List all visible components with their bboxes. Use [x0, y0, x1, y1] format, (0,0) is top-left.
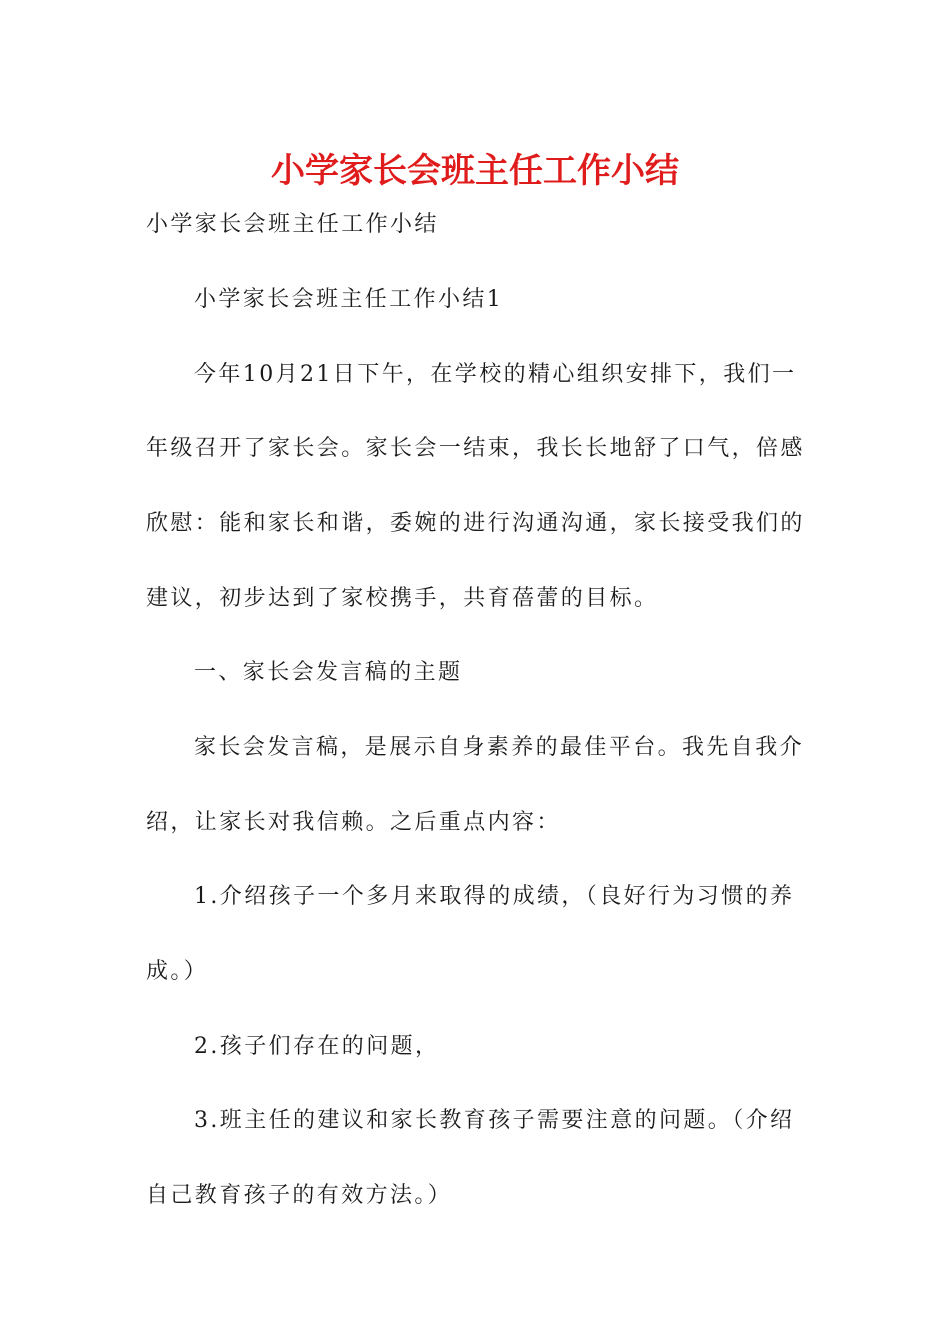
- list-item-3-line1: 3.班主任的建议和家长教育孩子需要注意的问题。（介绍: [194, 1108, 795, 1133]
- heading-topic: 一、家长会发言稿的主题: [194, 660, 463, 685]
- section-heading: 小学家长会班主任工作小结1: [194, 287, 504, 312]
- document-subtitle: 小学家长会班主任工作小结: [146, 212, 439, 237]
- list-item-1-line1: 1.介绍孩子一个多月来取得的成绩，（良好行为习惯的养: [194, 884, 795, 909]
- list-item-1-line2: 成。）: [146, 959, 209, 984]
- paragraph1-line4: 建议，初步达到了家校携手，共育蓓蕾的目标。: [146, 586, 659, 611]
- paragraph1-line3: 欣慰：能和家长和谐，委婉的进行沟通沟通，家长接受我们的: [146, 511, 805, 536]
- paragraph1-line1: 今年10月21日下午，在学校的精心组织安排下，我们一: [194, 362, 797, 387]
- list-item-2: 2.孩子们存在的问题，: [194, 1034, 440, 1059]
- document-title: 小学家长会班主任工作小结: [271, 151, 679, 191]
- paragraph2-line2: 绍，让家长对我信赖。之后重点内容：: [146, 810, 561, 835]
- list-item-3-line2: 自己教育孩子的有效方法。）: [146, 1183, 453, 1208]
- paragraph2-line1: 家长会发言稿，是展示自身素养的最佳平台。我先自我介: [194, 735, 805, 760]
- paragraph1-line2: 年级召开了家长会。家长会一结束，我长长地舒了口气，倍感: [146, 436, 805, 461]
